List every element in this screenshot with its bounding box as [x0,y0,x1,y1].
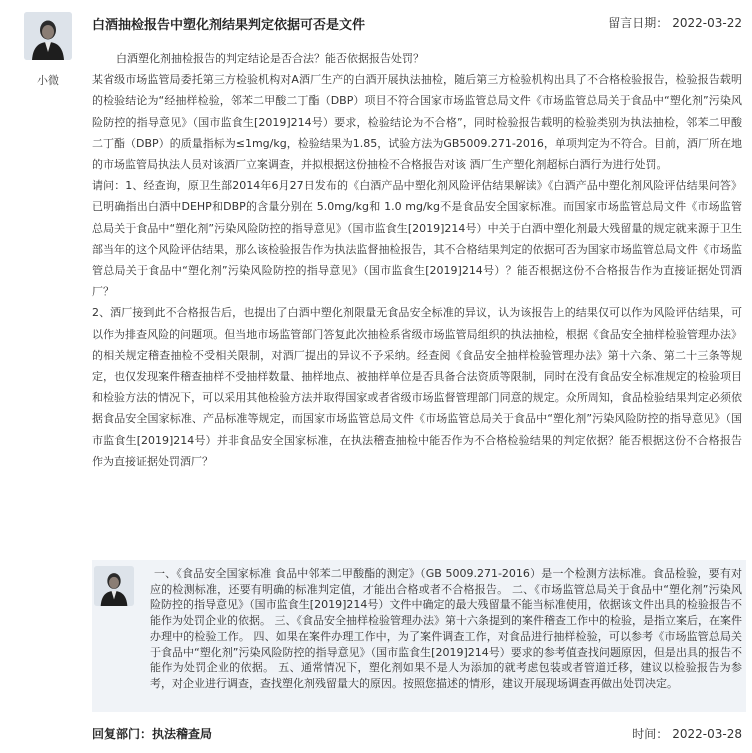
message-paragraph: 白酒塑化剂抽检报告的判定结论是否合法？能否依据报告处罚？ [116,52,424,65]
reply-time-value: 2022-03-28 [672,727,742,741]
message-body [92,48,742,472]
asker-name: 小微 [37,74,59,87]
user-avatar-icon [24,12,72,60]
reply-time [628,725,742,742]
reply-department-value: 执法稽查局 [152,727,213,741]
message-paragraph: 请问：1、经查询，原卫生部2014年6月27日发布的《白酒产品中塑化剂风险评估结果解读》《白酒产品中塑化剂风险评估结果问答》已明确指出白酒中DEHP和DBP的含量分别在 5.0mg/kg和 1.0 mg/kg不是食品安全国家标准。而国家市场监管总局文件《市场监管总局关于食品中“塑化剂”污染风险防控的指导意见》（国市监食生[2019]214号）中关于白酒中塑化剂最大残留量的规定就来源于卫生部当年的这个风险评估结果，那么该检验报告作为执法监督抽检报告，其不合格结果判定的依据可否为国家市场监管总局文件《市场监管总局关于食品中“塑化剂”污染风险防控的指导意见》（国市监食生[2019]214号）？能否根据这份不合格报告作为直接证据处罚酒厂？ [92,179,742,299]
message-title: 白酒抽检报告中塑化剂结果判定依据可否是文件 [92,18,366,33]
reply-department-label: 回复部门： [92,727,153,741]
user-avatar-icon [94,566,134,606]
asker-avatar [24,12,72,60]
reply-time-label: 时间： [632,727,669,741]
reply-text: 一、《食品安全国家标准 食品中邻苯二甲酸酯的测定》（GB 5009.271-2016）是一个检测方法标准。食品检验，要有对应的检测标准，还要有明确的标准判定值，才能出合格或者不合格报告。 二、《市场监管总局关于食品中“塑化剂”污染风险防控的指导意见》（国市监食生[2019]214号）文件中确定的最大残留量不能当标准使用，依据该文件出具的检验报告不能作为处罚企业的依据。 三、《食品安全抽样检验管理办法》第十六条提到的案件稽查工作中的检验，是指立案后，在案件办理中的检验工作。 四、如果在案件办理工作中，为了案件调查工作，对食品进行抽样检验，可以参考《市场监管总局关于食品中“塑化剂”污染风险防控的指导意见》（国市监食生[2019]214号）要求的参考值查找问题原因，但是出具的报告不能作为处罚企业的依据。 五、通常情况下，塑化剂如果不是人为添加的就考虑包装或者管道迁移，建议以检验报告为参考，对企业进行调查，查找塑化剂残留量大的原因。按照您描述的情形，建议开展现场调查再做出处罚决定。 [150,567,742,690]
reply-department [92,725,212,742]
message-date-value: 2022-03-22 [672,16,742,30]
message-date [604,14,742,31]
message-date-label: 留言日期： [608,16,669,30]
message-paragraph: 2、酒厂接到此不合格报告后，也提出了白酒中塑化剂限量无食品安全标准的异议，认为该报告上的结果仅可以作为风险评估结果，可以作为排查风险的问题项。但当地市场监管部门答复此次抽检系省级市场监管局组织的执法抽检，根据《食品安全抽样检验管理办法》的相关规定稽查抽检不受相关限制，对酒厂提出的异议不予采纳。经查阅《食品安全抽样检验管理办法》第十六条、第二十三条等规定，也仅发现案件稽查抽样不受抽样数量、抽样地点、被抽样单位是否具备合法资质等限制，同时在没有食品安全标准规定的检验项目和检验方法的情况下，可以采用其他检验方法并取得国家或者省级市场监督管理部门同意的规定。众所周知，食品检验结果判定必须依据食品安全国家标准、产品标准等规定，而国家市场监管总局文件《市场监管总局关于食品中“塑化剂”污染风险防控的指导意见》（国市监食生[2019]214号）并非食品安全国家标准，在执法稽查抽检中能否作为不合格检验结果的判定依据？能否根据这份不合格报告作为直接证据处罚酒厂？ [92,306,742,468]
message-paragraph: 某省级市场监管局委托第三方检验机构对A酒厂生产的白酒开展执法抽检，随后第三方检验机构出具了不合格检验报告，检验报告载明的检验结论为“经抽样检验，邻苯二甲酸二丁酯（DBP）项目不符合国家市场监管总局文件《市场监管总局关于食品中“塑化剂”污染风险防控的指导意见》（国市监食生[2019]214号）要求，检验结论为不合格”，同时检验报告载明的检验类别为执法抽检，邻苯二甲酸二丁酯（DBP）的质量指标为≤1mg/kg，检验结果为1.85，试验方法为GB5009.271-2016，单项判定为不符合。目前，酒厂所在地的市场监管局执法人员对该酒厂立案调查，并拟根据这份抽检不合格报告对该 酒厂生产塑化剂超标白酒行为进行处罚。 [92,73,742,172]
reply-avatar [94,566,134,606]
